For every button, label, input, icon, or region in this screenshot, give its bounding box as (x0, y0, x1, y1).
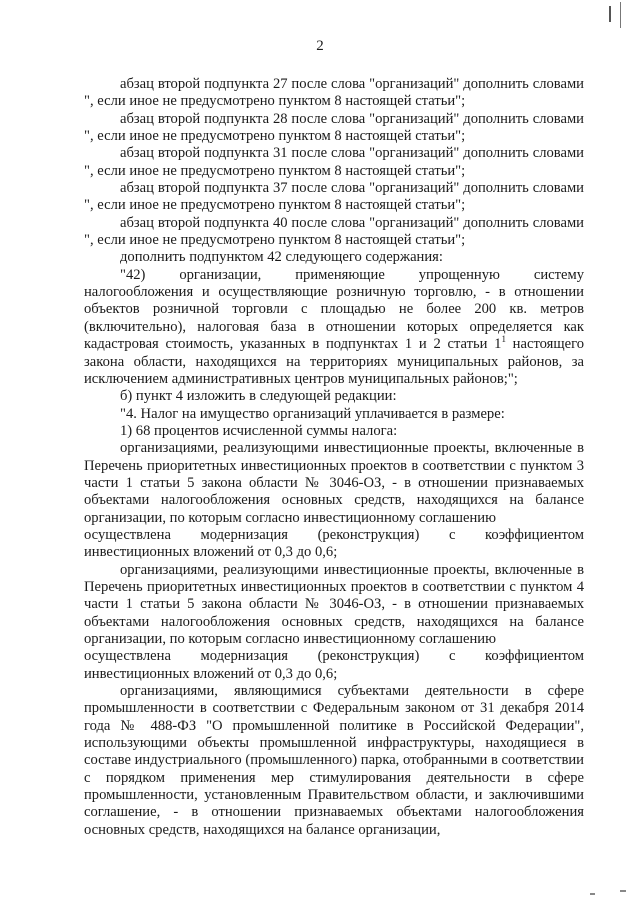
paragraph: абзац второй подпункта 40 после слова "организаций" дополнить словами ", если иное не предусмотрено пунктом 8 настоящей статьи"; (84, 214, 584, 249)
paragraph: абзац второй подпункта 37 после слова "организаций" дополнить словами ", если иное не предусмотрено пунктом 8 настоящей статьи"; (84, 180, 584, 214)
paragraph-line: осуществлена модернизация (реконструкция) с коэффициентом (84, 648, 584, 665)
paragraph-line: инвестиционных вложений от 0,3 до 0,6; (84, 544, 338, 561)
page-number: 2 (316, 38, 324, 54)
subpoint-42-first-line: "42) организации, применяющие упрощенную систему (120, 266, 584, 283)
document-body (84, 76, 584, 839)
paragraph-line: осуществлена модернизация (реконструкция) с коэффициентом (84, 526, 584, 543)
paragraph: дополнить подпунктом 42 следующего содержания: (120, 249, 443, 266)
paragraph-line: инвестиционных вложений от 0,3 до 0,6; (84, 665, 338, 682)
scan-artifact-mark (620, 2, 621, 28)
superscript: 1 (501, 334, 506, 345)
scan-artifact-mark (609, 6, 611, 22)
paragraph: организациями, являющимися субъектами деятельности в сфере промышленности в соответствии с Федеральным законом от 31 декабря 2014 года № 488-ФЗ "О промышленной политике в Российской Федерации", использующими объекты промышленной инфраструктуры, находящиеся в составе индустриального (промышленного) парка, отобранными в соответствии с порядком применения мер стимулирования деятельности в сфере промышленности, установленным Правительством области, и заключившими соглашение, - в отношении признаваемых объектами налогообложения основных средств, находящихся на балансе организации, (84, 683, 584, 838)
paragraph: абзац второй подпункта 31 после слова "организаций" дополнить словами ", если иное не предусмотрено пунктом 8 настоящей статьи"; (84, 145, 584, 179)
paragraph: б) пункт 4 изложить в следующей редакции: (120, 388, 397, 405)
subpoint-42-text-cont: настоящего закона области, находящихся на территориях муниципальных районов, за исключением административных центров муниципальных районов;"; (84, 336, 584, 387)
paragraph: абзац второй подпункта 28 после слова "организаций" дополнить словами ", если иное не предусмотрено пунктом 8 настоящей статьи"; (84, 110, 584, 145)
paragraph: 1) 68 процентов исчисленной суммы налога: (120, 422, 398, 439)
paragraph: "4. Налог на имущество организаций уплачивается в размере: (120, 405, 505, 422)
scan-artifact-mark (620, 890, 626, 892)
paragraph: организациями, реализующими инвестиционные проекты, включенные в Перечень приоритетных инвестиционных проектов в соответствии с пунктом 3 части 1 статьи 5 закона области № 3046-ОЗ, - в отношении признаваемых объектами налогообложения основных средств, находящихся на балансе организации, по которым согласно инвестиционному соглашению (84, 440, 584, 526)
scan-artifact-mark (590, 893, 595, 895)
paragraph: абзац второй подпункта 27 после слова "организаций" дополнить словами ", если иное не предусмотрено пунктом 8 настоящей статьи"; (84, 76, 584, 110)
paragraph: организациями, реализующими инвестиционные проекты, включенные в Перечень приоритетных инвестиционных проектов в соответствии с пунктом 4 части 1 статьи 5 закона области № 3046-ОЗ, - в отношении признаваемых объектами налогообложения основных средств, находящихся на балансе организации, по которым согласно инвестиционному соглашению (84, 561, 584, 647)
subpoint-42-text: налогообложения и осуществляющие розничную торговлю, - в отношении объектов розничной торговли с площадью не более 200 кв. метров (включительно), налоговая база в отношении которых определяется как кадастровая стоимость, указанных в подпунктах 1 и 2 статьи 1 (84, 284, 584, 353)
subpoint-42-body (84, 284, 584, 388)
